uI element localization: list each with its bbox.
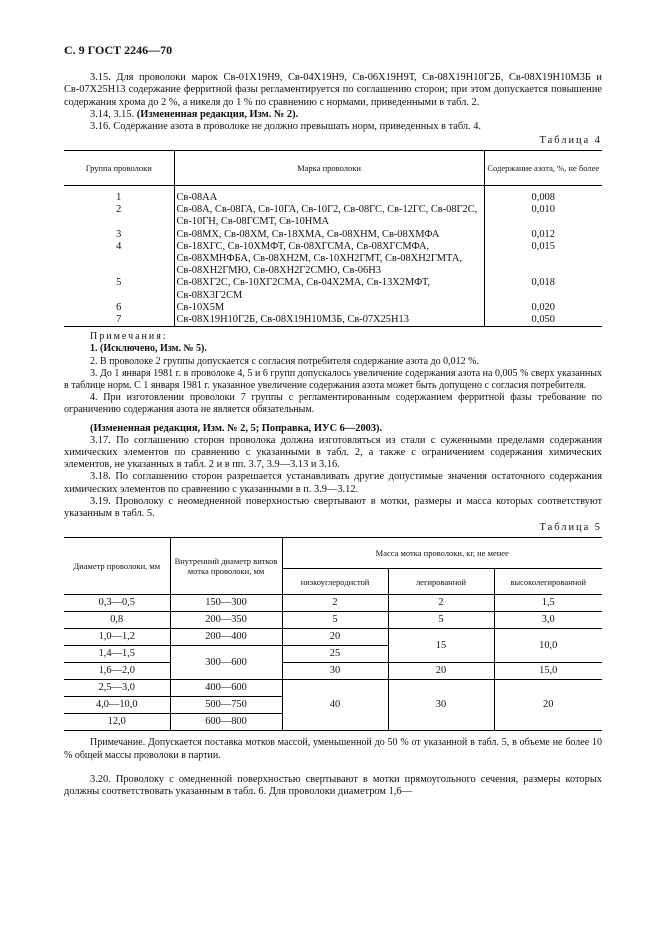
diameter-cell: 1,6—2,0 xyxy=(64,663,170,680)
grade-cell: Св-08А, Св-08ГА, Св-10ГА, Св-10Г2, Св-08ГС, Св-12ГС, Св-08Г2С, Св-10ГН, Св-08ГСМТ, Св-10НМА xyxy=(174,204,484,228)
table-row xyxy=(64,277,602,301)
paragraph-3-16: 3.16. Содержание азота в проволоке не должно превышать норм, приведенных в табл. 4. xyxy=(90,121,482,133)
edit-note-1-num: 3.14, 3.15. xyxy=(90,108,135,120)
table-row xyxy=(64,229,602,241)
paragraph-3-20: 3.20. Проволоку с омедненной поверхностью свертывают в мотки прямоугольного сечения, размеры которых должны соответствовать указанным в табл. 6. Для проволоки диаметром 1,6— xyxy=(64,773,602,798)
high-cell: 15,0 xyxy=(494,663,602,680)
group-cell: 2 xyxy=(116,204,122,216)
table-row xyxy=(64,612,602,629)
table-5-header-high: высоколегированной xyxy=(494,569,602,595)
paragraph-3-17: 3.17. По соглашению сторон проволока должна изготовляться из стали с суженными пределами содержания химических элементов по сравнению с указанными в табл. 2, а также с ограничением содержания химических элементов, не указанных в табл. 2 и в пп. 3.7, 3.9—3.13 и 3.16. xyxy=(64,434,602,471)
inner-cell: 300—600 xyxy=(170,646,282,680)
page-header: С. 9 ГОСТ 2246—70 xyxy=(64,43,173,57)
alloy-cell: 20 xyxy=(388,663,494,680)
inner-cell: 200—400 xyxy=(170,629,282,646)
high-cell: 20 xyxy=(494,680,602,731)
table-5-header-inner: Внутренний диаметр витков мотка проволоки, мм xyxy=(170,538,282,595)
table-row xyxy=(64,302,602,314)
nitrogen-cell: 0,050 xyxy=(484,314,602,327)
grade-cell: Св-10Х5М xyxy=(174,302,484,314)
page xyxy=(64,44,602,798)
grade-cell: Св-08Х19Н10Г2Б, Св-08Х19Н10М3Б, Св-07Х25Н13 xyxy=(174,314,484,327)
table-4-caption: Таблица 4 xyxy=(539,135,602,147)
group-cell: 5 xyxy=(116,277,122,289)
inner-cell: 150—300 xyxy=(170,595,282,612)
diameter-cell: 0,8 xyxy=(64,612,170,629)
group-cell: 1 xyxy=(116,191,122,203)
diameter-cell: 0,3—0,5 xyxy=(64,595,170,612)
edit-note-2: (Измененная редакция, Изм. № 2, 5; Поправка, ИУС 6—2003). xyxy=(90,422,383,434)
table-row xyxy=(64,204,602,228)
table-4-header-grade: Марка проволоки xyxy=(174,151,484,186)
diameter-cell: 2,5—3,0 xyxy=(64,680,170,697)
low-cell: 40 xyxy=(282,680,388,731)
group-cell: 7 xyxy=(64,314,174,327)
nitrogen-cell: 0,020 xyxy=(484,302,602,314)
paragraph-3-19: 3.19. Проволоку с неомедненной поверхностью свертывают в мотки, размеры и масса которых соответствуют указанным в табл. 5. xyxy=(64,495,602,519)
low-cell: 2 xyxy=(282,595,388,612)
table-5-note: Примечание. Допускается поставка мотков массой, уменьшенной до 50 % от указанной в табл. 5, в объеме не более 10 % общей массы проволоки в партии. xyxy=(64,737,602,761)
nitrogen-cell: 0,008 xyxy=(484,192,602,204)
table-row xyxy=(64,314,602,327)
grade-cell: Св-08АА xyxy=(174,192,484,204)
alloy-cell: 5 xyxy=(388,612,494,629)
edit-note-1-text: (Измененная редакция, Изм. № 2). xyxy=(136,108,299,120)
nitrogen-cell: 0,015 xyxy=(484,241,602,278)
high-cell: 3,0 xyxy=(494,612,602,629)
nitrogen-cell: 0,012 xyxy=(484,229,602,241)
inner-cell: 600—800 xyxy=(170,714,282,731)
low-cell: 25 xyxy=(282,646,388,663)
table-5-caption: Таблица 5 xyxy=(539,522,602,534)
note-4: 4. При изготовлении проволоки 7 группы с регламентированным содержанием ферритной фазы требование по ограничению содержания азота не является обязательным. xyxy=(64,392,602,416)
table-5-header-alloy: легированной xyxy=(388,569,494,595)
low-cell: 20 xyxy=(282,629,388,646)
alloy-cell: 15 xyxy=(388,629,494,663)
table-5-header-low: низкоуглеродистой xyxy=(282,569,388,595)
paragraph-3-18: 3.18. По соглашению сторон разрешается устанавливать другие допустимые значения остаточного содержания химических элементов по сравнению с указанными в п. 3.9—3.12. xyxy=(64,471,602,495)
table-4 xyxy=(64,150,602,327)
notes-title: Примечания: xyxy=(90,331,168,343)
table-5-header-mass: Масса мотка проволоки, кг, не менее xyxy=(282,538,602,569)
grade-cell: Св-08ХГ2С, Св-10ХГ2СМА, Св-04Х2МА, Св-13Х2МФТ, Св-08Х3Г2СМ xyxy=(174,277,484,301)
note-1: 1. (Исключено, Изм. № 5). xyxy=(90,343,207,355)
inner-cell: 500—750 xyxy=(170,697,282,714)
low-cell: 30 xyxy=(282,663,388,680)
table-row xyxy=(64,663,602,680)
grade-cell: Св-18ХГС, Св-10ХМФТ, Св-08ХГСМА, Св-08ХГСМФА, Св-08ХМНФБА, Св-08ХН2М, Св-10ХН2ГМТ, Св-08ХН2ГМТА, Св-08ХН2ГМЮ, Св-08ХН2Г2СМЮ, Св-06Н3 xyxy=(174,241,484,278)
edit-note-1 xyxy=(64,109,602,121)
paragraph-3-15: 3.15. Для проволоки марок Св-01Х19Н9, Св-04Х19Н9, Св-06Х19Н9Т, Св-08Х19Н10Г2Б, Св-08Х19Н10М3Б и Св-07Х25Н13 содержание ферритной фазы регламентируется по соглашению сторон; при этом допускается повышение содержания хрома до 2 %, а никеля до 1 % по сравнению с нормами, приведенными в табл. 2. xyxy=(64,72,602,108)
diameter-cell: 1,4—1,5 xyxy=(64,646,170,663)
high-cell: 1,5 xyxy=(494,595,602,612)
low-cell: 5 xyxy=(282,612,388,629)
nitrogen-cell: 0,018 xyxy=(484,277,602,301)
table-5-header-diameter: Диаметр проволоки, мм xyxy=(64,538,170,595)
nitrogen-cell: 0,010 xyxy=(484,204,602,228)
table-row xyxy=(64,680,602,697)
grade-cell: Св-08МХ, Св-08ХМ, Св-18ХМА, Св-08ХНМ, Св-08ХМФА xyxy=(174,229,484,241)
note-2: 2. В проволоке 2 группы допускается с согласия потребителя содержание азота до 0,012 %. xyxy=(90,355,479,367)
group-cell: 3 xyxy=(116,228,122,240)
table-4-header-group: Группа проволоки xyxy=(64,151,174,186)
inner-cell: 200—350 xyxy=(170,612,282,629)
diameter-cell: 12,0 xyxy=(64,714,170,731)
table-row xyxy=(64,241,602,278)
table-4-header-nitrogen: Содержание азота, %, не более xyxy=(484,151,602,186)
diameter-cell: 4,0—10,0 xyxy=(64,697,170,714)
table-row xyxy=(64,192,602,204)
inner-cell: 400—600 xyxy=(170,680,282,697)
table-4-notes xyxy=(64,331,602,416)
alloy-cell: 30 xyxy=(388,680,494,731)
alloy-cell: 2 xyxy=(388,595,494,612)
table-5 xyxy=(64,537,602,731)
group-cell: 6 xyxy=(116,301,122,313)
diameter-cell: 1,0—1,2 xyxy=(64,629,170,646)
high-cell: 10,0 xyxy=(494,629,602,663)
group-cell: 4 xyxy=(116,240,122,252)
note-3: 3. До 1 января 1981 г. в проволоке 4, 5 и 6 групп допускалось увеличение содержания азота на 0,005 % сверх указанных в таблице норм. С 1 января 1981 г. указанное увеличение содержания азота может быть допущено с согласия потребителя. xyxy=(64,367,602,391)
table-row xyxy=(64,595,602,612)
table-row xyxy=(64,629,602,646)
